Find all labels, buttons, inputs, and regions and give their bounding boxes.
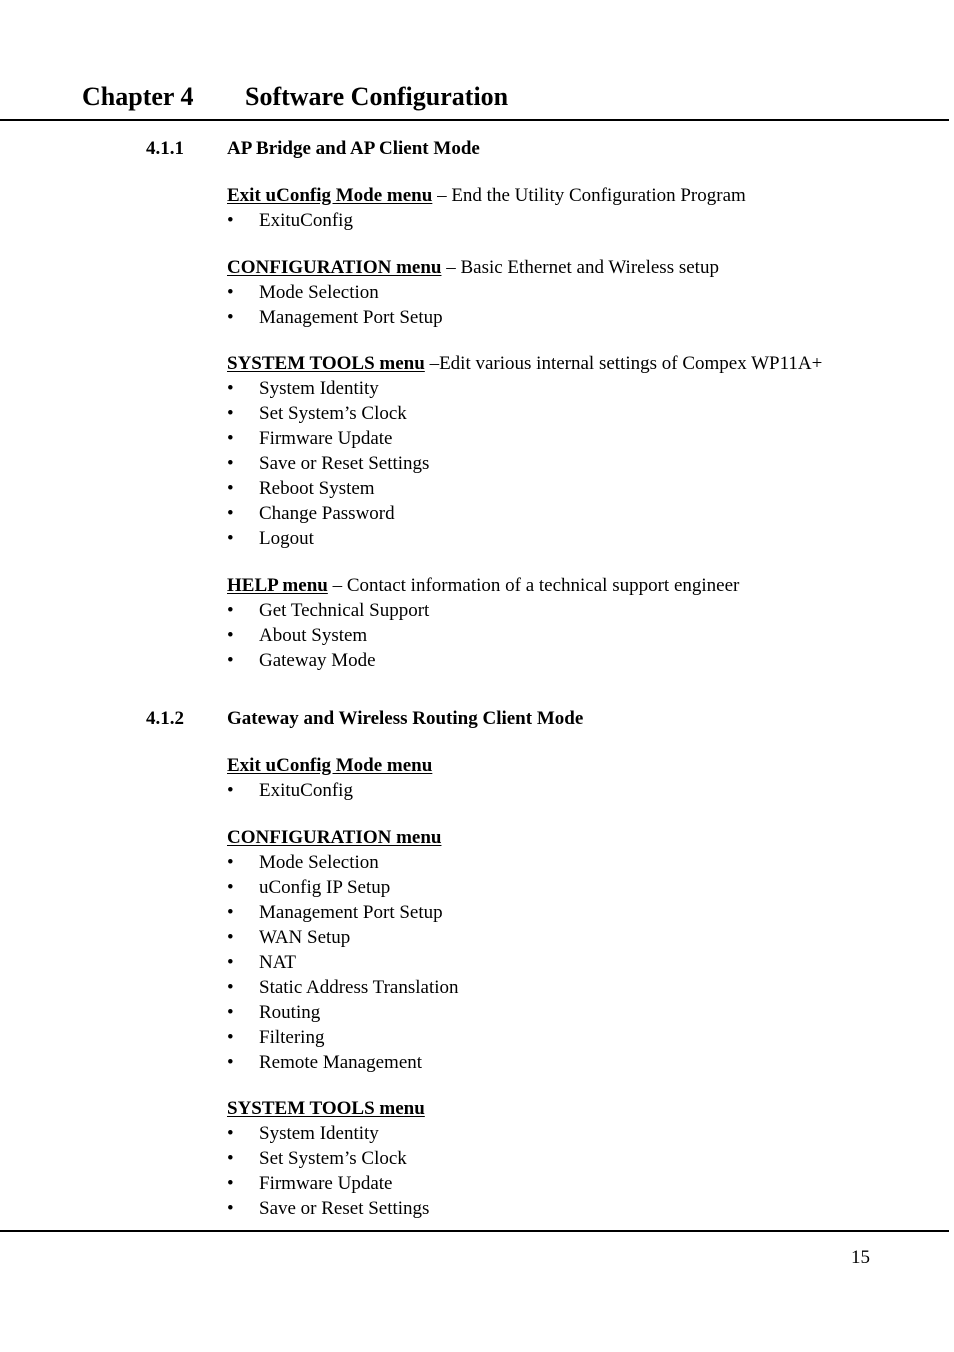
menu-description: – Contact information of a technical support engineer [327,575,740,596]
list-item: • Set System’s Clock [227,401,822,426]
menu-title: HELP menu [227,575,328,596]
list-item: • Management Port Setup [227,900,459,925]
list-item: • Filtering [227,1025,459,1050]
list-item: • Change Password [227,501,822,526]
list-item: • Logout [227,526,822,551]
list-item: • ExituConfig [227,208,746,233]
list-item: • ExituConfig [227,778,432,803]
menu-title: Exit uConfig Mode menu [227,185,433,206]
list-item: • Routing [227,1000,459,1025]
menu-description: – End the Utility Configuration Program [432,185,746,206]
chapter-number: Chapter 4 [82,82,194,111]
header-rule [0,119,949,121]
menu-block-exit-uconfig [227,753,432,803]
menu-block-help [227,573,739,673]
list-item: • uConfig IP Setup [227,875,459,900]
list-item: • System Identity [227,1121,429,1146]
section-title: Gateway and Wireless Routing Client Mode [227,708,584,729]
section-number: 4.1.1 [146,138,184,159]
list-item: • Get Technical Support [227,598,739,623]
list-item: • Management Port Setup [227,305,719,330]
menu-title: CONFIGURATION menu [227,827,442,848]
menu-items [227,376,822,551]
list-item: • Save or Reset Settings [227,1196,429,1221]
list-item: • System Identity [227,376,822,401]
list-item: • About System [227,623,739,648]
menu-items [227,1121,429,1221]
list-item: • Static Address Translation [227,975,459,1000]
list-item: • Set System’s Clock [227,1146,429,1171]
list-item: • Remote Management [227,1050,459,1075]
list-item: • Firmware Update [227,1171,429,1196]
section-number: 4.1.2 [146,708,184,729]
menu-description: –Edit various internal settings of Compex WP11A+ [424,353,823,374]
list-item: • NAT [227,950,459,975]
list-item: • Mode Selection [227,850,459,875]
menu-title: SYSTEM TOOLS menu [227,353,425,374]
list-item: • WAN Setup [227,925,459,950]
page-number: 15 [851,1247,870,1268]
footer-rule [0,1230,949,1232]
menu-title: SYSTEM TOOLS menu [227,1098,425,1119]
menu-items [227,778,432,803]
list-item: • Reboot System [227,476,822,501]
menu-block-configuration [227,255,719,330]
section-title: AP Bridge and AP Client Mode [227,138,480,159]
menu-block-system-tools [227,351,822,551]
menu-block-exit-uconfig [227,183,746,233]
menu-items [227,598,739,673]
list-item: • Firmware Update [227,426,822,451]
menu-items [227,208,746,233]
list-item: • Gateway Mode [227,648,739,673]
section-heading-4-1-1 [146,137,480,161]
list-item: • Mode Selection [227,280,719,305]
menu-block-system-tools [227,1096,429,1221]
menu-block-configuration [227,825,459,1075]
section-heading-4-1-2 [146,707,583,731]
chapter-title: Software Configuration [245,82,509,111]
menu-items [227,280,719,330]
menu-title: CONFIGURATION menu [227,257,442,278]
menu-title: Exit uConfig Mode menu [227,755,433,776]
menu-description: – Basic Ethernet and Wireless setup [441,257,719,278]
list-item: • Save or Reset Settings [227,451,822,476]
menu-items [227,850,459,1075]
chapter-header [82,80,508,114]
